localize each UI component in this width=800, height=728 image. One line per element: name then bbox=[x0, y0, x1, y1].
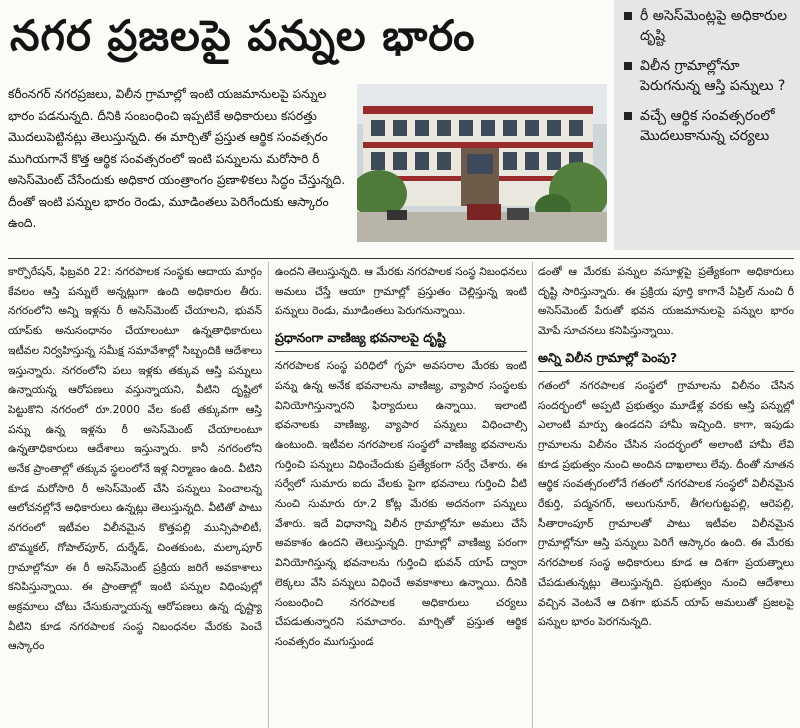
column-3-body-text: గతంలో నగరపాలక సంస్థలో గ్రామాలను విలీనం చేసిన సందర్భంలో అప్పటి ప్రభుత్వం మూడేళ్ల వరకు ఆస్తి పన్నుల్లో ఎలాంటి మార్పు ఉండదని హామీ ఇచ్చింది. కాగా, ఇపుడు గ్రామాలను విలీనం చేసిన సందర్భంలో అలాంటి హామీ లేవి కూడ ప్రభుత్వం నుంచి అందిన దాఖలాలు లేవు. దీంతో నూతన ఆర్థిక సంవత్సరంలోనే గతంలో నగరపాలక సంస్థలో విలీనమైన రేకుర్తి, పద్మనగర్, అలుగునూర్, తీగలగుట్టపల్లి, ఆరెపల్లి, సీతారాంపూర్ గ్రామాలతో పాటు ఇటీవల విలీనమైన గ్రామాల్లోనూ ఆస్తి పన్నులు పెరిగే ఆస్కారం ఉంది. ఈ మేరకు నగరపాలక సంస్థ అధికారులు కూడ ఆ దిశగా ప్రయత్నాలు చేపడుతున్నట్లు తెలుస్తున్నది. ప్రభుత్వం నుంచి ఆదేశాలు వచ్చిన వెంటనే ఆ దిశగా భువన్ యాప్ అమలుతో ప్రజలపై పన్నుల భారం పెరగనున్నది. bbox=[538, 378, 794, 629]
highlight-text: వచ్చే ఆర్థిక సంవత్సరంలో మొదలుకానున్న చర్యలు bbox=[640, 108, 775, 144]
building-illustration bbox=[357, 84, 607, 242]
article-column-1 bbox=[8, 262, 262, 728]
square-bullet-icon bbox=[624, 62, 632, 70]
column-2-subhead: ప్రధానంగా వాణిజ్య భవనాలపై దృష్టి bbox=[275, 327, 527, 352]
highlight-text: రీ అసెస్‌మెంట్లపై అధికారుల దృష్టి bbox=[640, 8, 788, 44]
article-column-3 bbox=[538, 262, 794, 728]
article-column-2 bbox=[275, 262, 527, 728]
section-divider bbox=[8, 258, 794, 259]
highlights-box bbox=[614, 0, 800, 250]
column-1-text: కార్పొరేషన్, ఫిబ్రవరి 22: నగరపాలక సంస్థకు ఆదాయ మార్గం కేవలం ఆస్తి పన్నులే అన్నట్లుగా ఉంది అధికారుల తీరు. నగరంలోని అన్ని ఇళ్లను రీ అసెస్‌మెంట్ చేయాలని, భువన్ యాప్‌కు అనుసంధానం చేయాలంటూ ఉన్నతాధికారులు ఇటీవల నిర్వహిస్తున్న సమీక్ష సమావేశాల్లో సిబ్బందికి ఆదేశాలు ఇస్తున్నారు. నగరంలోని పలు ఇళ్లకు తక్కువ ఆస్తి పన్నులు ఉన్నాయన్న ఆరోపణలు వస్తున్నాయని, వీటిని దృష్టిలో పెట్టుకొని నగరంలో రూ.2000 వేల కంటే తక్కువగా ఆస్తి పన్ను ఉన్న ఇళ్లను రీ అసెస్‌మెంట్ చేయాలంటూ ఉన్నతాధికారులు ఆదేశాలు ఇస్తున్నారు. కానీ నగరంలోని అనేక ప్రాంతాల్లో తక్కువ స్థలంలోనే ఇళ్ల నిర్మాణం ఉంది. వీటిని కూడ మరోసారి రీ అసెస్‌మెంట్ చేసి పన్నులు పెంచాలన్న ఆలోచనల్లోనే అధికారులు ఉన్నట్లు తెలుస్తున్నది. వీటితో పాటు నగరంలో ఇటీవల విలీనమైన కొత్తపల్లి మున్సిపాలిటీ, బొమ్మకల్, గోపాల్‌పూర్, దుర్శేడ్, చింతకుంట, మల్కాపూర్ గ్రామాల్లోనూ ఈ రీ అసెస్‌మెంట్ ప్రక్రియ జరిగే అవకాశాలు కనిపిస్తున్నాయి. ఈ ప్రాంతాల్లో ఇంటి పన్నుల విధింపుల్లో అక్రమాలు చోటు చేసుకున్నాయన్న ఆరోపణలు ఉన్న దృష్ట్యా వీటిని కూడ నగరపాలక సంస్థ నిబంధనల మేరకు పెంచే ఆస్కారం bbox=[8, 265, 262, 653]
highlight-text: విలీన గ్రామాల్లోనూ పెరుగనున్న ఆస్తి పన్నులు ? bbox=[640, 58, 786, 94]
square-bullet-icon bbox=[624, 112, 632, 120]
intro-paragraph: కరీంనగర్ నగరప్రజలు, విలీన గ్రామాల్లో ఇంటి యజమానులపై పన్నుల భారం పడనున్నది. దీనికి సంబంధించి ఇప్పటికే అధికారులు కసరత్తు మొదలుపెట్టినట్లు తెలుస్తున్నది. ఈ మార్చితో ప్రస్తుత ఆర్థిక సంవత్సరం ముగియగానే కొత్త ఆర్థిక సంవత్సరంలో ఇంటి పన్నులను మరోసారి రీ అసెస్‌మెంట్ చేసేందుకు అధికార యంత్రాంగం ప్రణాళికలు సిద్ధం చేస్తున్నది. దీంతో ఇంటి పన్నుల భారం రెండు, మూడింతలు పెరిగేందుకు ఆస్కారం ఉంది. bbox=[8, 87, 346, 230]
headline: నగర ప్రజలపై పన్నుల భారం bbox=[10, 11, 476, 60]
column-2-body-text: నగరపాలక సంస్థ పరిధిలో గృహ అవసరాల మేరకు ఇంటి పన్ను ఉన్న అనేక భవనాలను వాణిజ్య, వ్యాపార సంస్థలకు వినియోగిస్తున్నారని ఫిర్యాదులు ఉన్నాయి. ఇలాంటి భవనాలకు వాణిజ్య, వ్యాపార పన్నులు విధించాల్సి ఉంటుంది. ఇటీవల నగరపాలక సంస్థలో వాణిజ్య భవనాలను గుర్తించి పన్నులు విధించేందుకు ప్రత్యేకంగా సర్వే చేశారు. ఈ సర్వేలో సుమారు ఐదు వేలకు పైగా భవనాలు గుర్తించి వీటి నుంచి సుమారు రూ.2 కోట్ల మేరకు అదనంగా పన్నులు వేశారు. ఇదే విధానాన్ని విలీన గ్రామాల్లోనూ అమలు చేసే అవకాశం ఉందని తెలుస్తున్నది. గ్రామాల్లో వాణిజ్య పరంగా వినియోగిస్తున్న భవనాలను గుర్తించి భువన్ యాప్ ద్వారా లెక్కలు వేసి పన్నులు విధించే అవకాశాలు ఉన్నాయి. దీనికి సంబంధించి నగరపాలక అధికారులు చర్యలు చేపడుతున్నారని సమాచారం. మార్చితో ప్రస్తుత ఆర్థిక సంవత్సరం ముగుస్తుండ bbox=[275, 359, 527, 648]
highlight-item bbox=[620, 6, 794, 46]
column-3-top-text: డంతో ఆ మేరకు పన్నుల వసూళ్లపై ప్రత్యేకంగా అధికారులు దృష్టి సారిస్తున్నారు. ఈ ప్రక్రియ పూర్తి కాగానే ఏప్రిల్ నుంచి రీ అసెస్‌మెంట్ పేరుతో భవన యజమానులపై పన్నుల భారం మోపే సూచనలు కనిపిస్తున్నాయి. bbox=[538, 265, 794, 338]
highlight-item bbox=[620, 56, 794, 96]
column-2-top-text: ఉందని తెలుస్తున్నది. ఆ మేరకు నగరపాలక సంస్థ నిబంధనలు అమలు చేస్తే ఆయా గ్రామాల్లో ప్రస్తుతం చెల్లిస్తున్న ఇంటి పన్నులు రెండు, మూడింతలు పెరుగనున్నాయి. bbox=[275, 265, 527, 318]
square-bullet-icon bbox=[624, 12, 632, 20]
column-divider bbox=[268, 262, 269, 728]
highlight-item bbox=[620, 106, 794, 146]
column-divider bbox=[532, 262, 533, 728]
building-photo bbox=[357, 84, 607, 242]
column-3-subhead: అన్ని విలీన గ్రామాల్లో పెంపు? bbox=[538, 347, 794, 372]
